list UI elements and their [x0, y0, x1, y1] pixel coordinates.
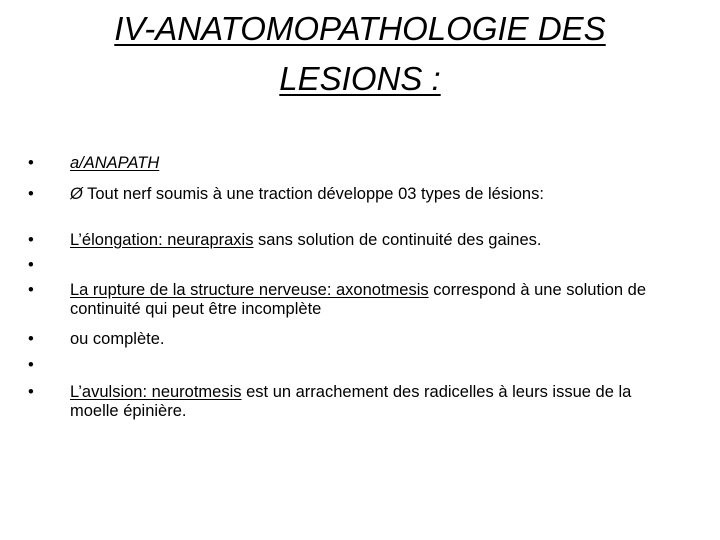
bullet-marker: • — [28, 185, 34, 203]
bullet-marker: • — [28, 383, 34, 401]
bullet-body: Tout nerf soumis à une traction développe 03 types de lésions: — [82, 185, 544, 203]
bullet-marker: • — [28, 281, 34, 299]
bullet-body: est un arrachement des radicelles à leurs issue de la moelle épinière. — [70, 383, 632, 420]
bullet-text — [70, 281, 668, 319]
bullet-text — [70, 383, 668, 421]
bullet-avulsion — [28, 383, 668, 421]
bullet-marker: • — [28, 154, 34, 172]
bullet-body: sans solution de continuité des gaines. — [253, 231, 542, 249]
empty-set-symbol: Ø — [70, 185, 83, 203]
bullet-text — [70, 231, 668, 250]
bullet-marker: • — [28, 256, 34, 274]
bullet-term: L’élongation: neurapraxis — [70, 231, 254, 249]
bullet-term: L’avulsion: neurotmesis — [70, 383, 242, 401]
bullet-marker: • — [28, 330, 34, 348]
slide-title — [60, 4, 660, 104]
bullet-body: correspond à une solution de continuité qui peut être incomplète — [70, 281, 647, 318]
bullet-marker: • — [28, 356, 34, 374]
bullet-text — [70, 185, 668, 204]
bullet-term: La rupture de la structure nerveuse: axonotmesis — [70, 281, 429, 299]
title-line-2: LESIONS : — [279, 60, 441, 97]
bullet-anapath — [28, 154, 668, 173]
title-line-1: IV-ANATOMOPATHOLOGIE DES — [114, 10, 606, 47]
bullet-elongation — [28, 231, 668, 250]
bullet-complete — [28, 330, 668, 349]
bullet-text: ou complète. — [70, 330, 165, 348]
bullet-rupture — [28, 281, 668, 319]
bullet-marker: • — [28, 231, 34, 249]
bullet-text: a/ANAPATH — [70, 154, 160, 172]
bullet-intro — [28, 185, 668, 204]
